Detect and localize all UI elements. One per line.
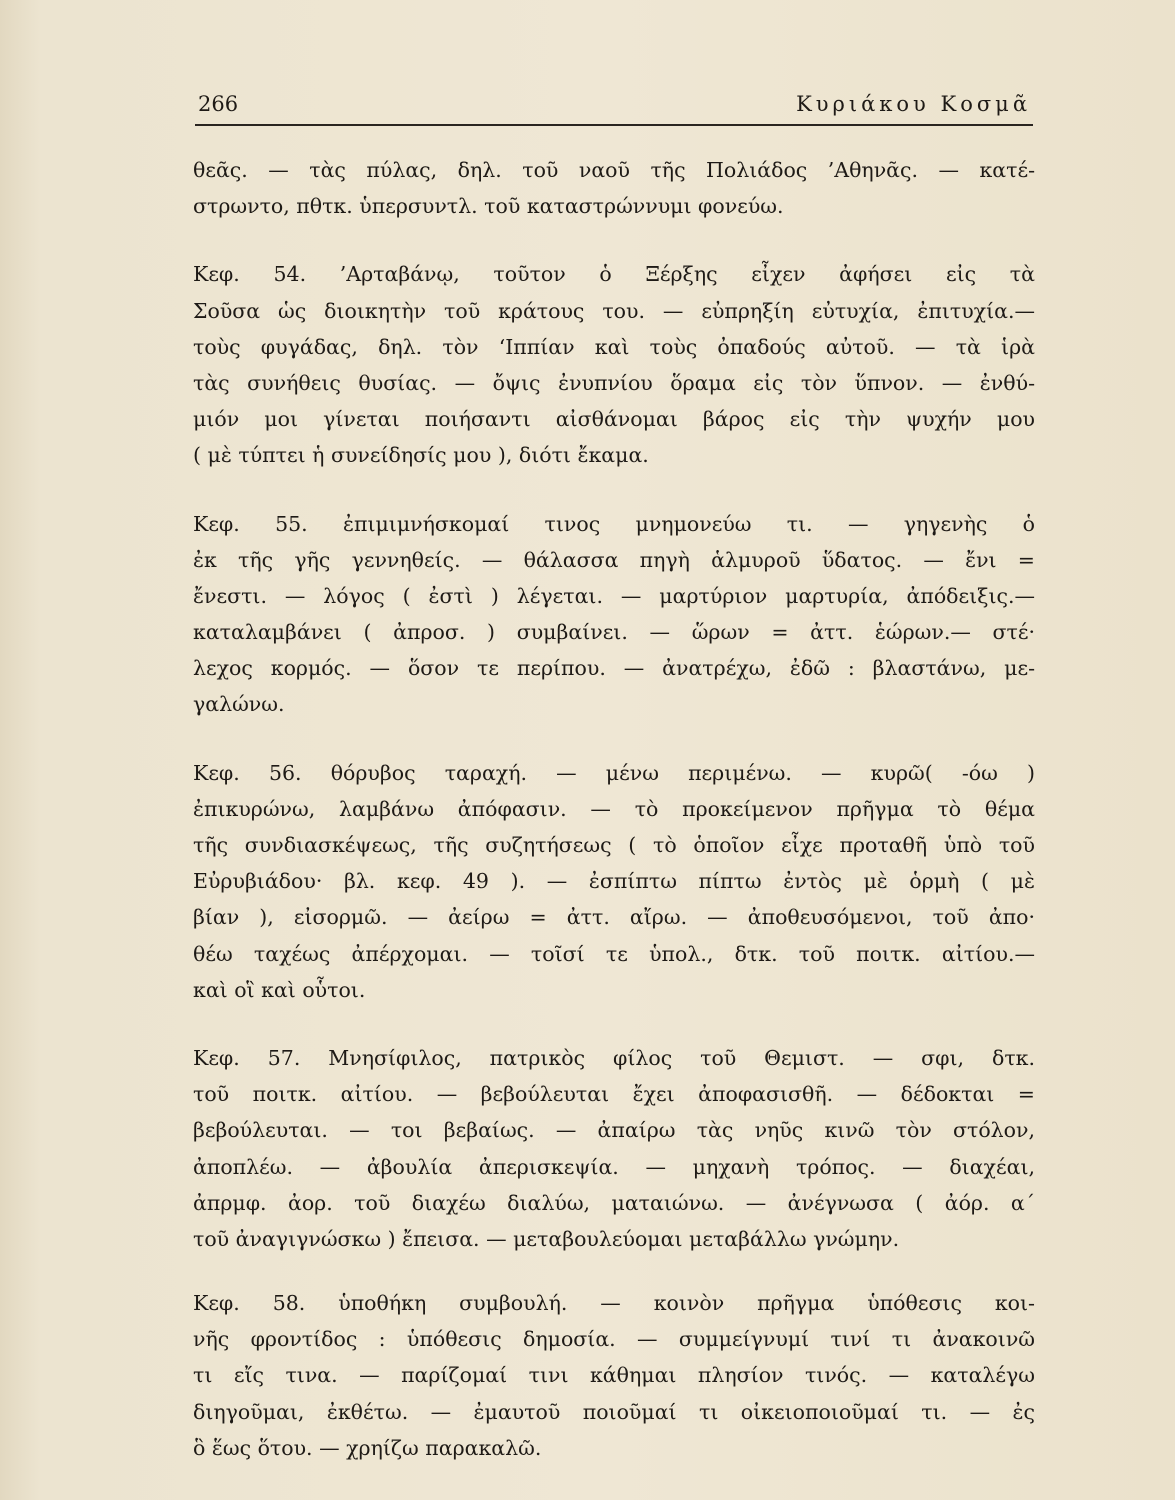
text-line: Κεφ. 54. ’Αρταβάνῳ, τοῦτον ὁ Ξέρξης εἶχεν ἀφήσει εἰς τὰ — [193, 262, 1035, 287]
text-line: Εὐρυβιάδου· βλ. κεφ. 49 ). — ἐσπίπτω πίπτω ἐντὸς μὲ ὁρμὴ ( μὲ — [193, 869, 1035, 894]
text-line: στρωντο, πθτκ. ὑπερσυντλ. τοῦ καταστρώννυμι φονεύω. — [193, 194, 784, 219]
paragraph-chapter-54 — [193, 256, 1035, 473]
text-line: γαλώνω. — [193, 692, 285, 717]
page-body — [193, 152, 1035, 1466]
text-line: καὶ οἳ καὶ οὗτοι. — [193, 977, 366, 1002]
text-line: τοῦ ἀναγιγνώσκω ) ἔπεισα. — μεταβουλεύομαι μεταβάλλω γνώμην. — [193, 1226, 900, 1251]
text-line: Σοῦσα ὡς διοικητὴν τοῦ κράτους του. — εὐπρηξίη εὐτυχία, ἐπιτυχία.— — [193, 298, 1035, 323]
paragraph-chapter-57 — [193, 1040, 1035, 1257]
text-line: Κεφ. 56. θόρυβος ταραχή. — μένω περιμένω. — κυρῶ( -όω ) — [193, 760, 1035, 785]
text-line: βεβούλευται. — τοι βεβαίως. — ἀπαίρω τὰς νηῦς κινῶ τὸν στόλον, — [193, 1118, 1035, 1143]
paragraph-chapter-56 — [193, 755, 1035, 1008]
text-line: νῆς φροντίδος : ὑπόθεσις δημοσία. — συμμείγνυμί τινί τι ἀνακοινῶ — [193, 1327, 1035, 1352]
text-line: ἐκ τῆς γῆς γεννηθείς. — θάλασσα πηγὴ ἁλμυροῦ ὕδατος. — ἔνι = — [193, 547, 1035, 572]
text-line: λεχος κορμός. — ὅσον τε περίπου. — ἀνατρέχω, ἐδῶ : βλαστάνω, με- — [193, 656, 1035, 681]
text-line: τι εἴς τινα. — παρίζομαί τινι κάθημαι πλησίον τινός. — καταλέγω — [193, 1363, 1035, 1388]
text-line: ἐπικυρώνω, λαμβάνω ἀπόφασιν. — τὸ προκείμενον πρῆγμα τὸ θέμα — [193, 796, 1035, 821]
page-number: 266 — [198, 92, 239, 116]
text-line: θεᾶς. — τὰς πύλας, δηλ. τοῦ ναοῦ τῆς Πολιάδος ’Αθηνᾶς. — κατέ- — [193, 158, 1035, 182]
running-head: Κυριάκου Κοσμᾶ — [796, 92, 1031, 116]
text-line: τοὺς φυγάδας, δηλ. τὸν ‘Ιππίαν καὶ τοὺς ὀπαδούς αὐτοῦ. — τὰ ἱρὰ — [193, 334, 1035, 359]
text-line: Κεφ. 55. ἐπιμιμνήσκομαί τινος μνημονεύω τι. — γηγενὴς ὁ — [193, 511, 1035, 536]
paragraph-chapter-58 — [193, 1285, 1035, 1466]
text-line: ( μὲ τύπτει ἡ συνείδησίς μου ), διότι ἔκαμα. — [193, 443, 649, 468]
text-line: διηγοῦμαι, ἐκθέτω. — ἐμαυτοῦ ποιοῦμαί τι οἰκειοποιοῦμαί τι. — ἐς — [193, 1399, 1035, 1424]
paragraph-chapter-55 — [193, 506, 1035, 723]
text-line: Κεφ. 58. ὑποθήκη συμβουλή. — κοινὸν πρῆγμα ὑπόθεσις κοι- — [193, 1291, 1035, 1316]
text-line: ὃ ἕως ὅτου. — χρηίζω παρακαλῶ. — [193, 1435, 542, 1460]
text-line: μιόν μοι γίνεται ποιήσαντι αἰσθάνομαι βάρος εἰς τὴν ψυχήν μου — [193, 407, 1035, 432]
text-line: ἔνεστι. — λόγος ( ἐστὶ ) λέγεται. — μαρτύριον μαρτυρία, ἀπόδειξις.— — [193, 583, 1035, 608]
text-line: τὰς συνήθεις θυσίας. — ὄψις ἐνυπνίου ὅραμα εἰς τὸν ὕπνον. — ἐνθύ- — [193, 370, 1035, 395]
text-line: Κεφ. 57. Μνησίφιλος, πατρικὸς φίλος τοῦ Θεμιστ. — σφι, δτκ. — [193, 1045, 1035, 1070]
text-line: θέω ταχέως ἀπέρχομαι. — τοῖσί τε ὑπολ., δτκ. τοῦ ποιτκ. αἰτίου.— — [193, 941, 1035, 966]
text-line: βίαν ), εἰσορμῶ. — ἀείρω = ἀττ. αἴρω. — ἀποθευσόμενοι, τοῦ ἀπο· — [193, 905, 1035, 930]
text-line: τῆς συνδιασκέψεως, τῆς συζητήσεως ( τὸ ὁποῖον εἶχε προταθῆ ὑπὸ τοῦ — [193, 833, 1035, 857]
paragraph-intro — [193, 152, 1035, 224]
page-header — [195, 90, 1033, 126]
text-line: ἀποπλέω. — ἀβουλία ἀπερισκεψία. — μηχανὴ τρόπος. — διαχέαι, — [193, 1154, 1035, 1179]
text-line: καταλαμβάνει ( ἀπροσ. ) συμβαίνει. — ὥρων = ἀττ. ἑώρων.— στέ· — [193, 620, 1035, 645]
text-line: ἀπρμφ. ἀορ. τοῦ διαχέω διαλύω, ματαιώνω. — ἀνέγνωσα ( ἀόρ. α΄ — [193, 1190, 1035, 1215]
text-line: τοῦ ποιτκ. αἰτίου. — βεβούλευται ἔχει ἀποφασισθῆ. — δέδοκται = — [193, 1082, 1035, 1107]
